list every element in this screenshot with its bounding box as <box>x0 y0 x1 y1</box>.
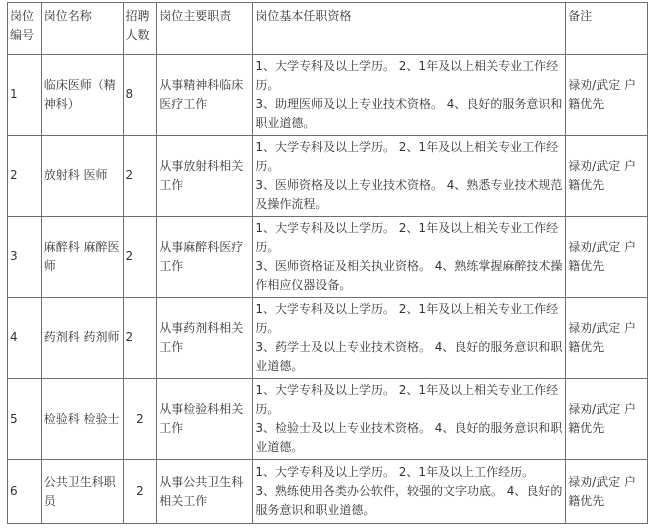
cell-count: 2 <box>123 297 157 378</box>
cell-name: 药剂科 药剂师 <box>41 297 123 378</box>
cell-notes: 禄劝/武定 户籍优先 <box>566 379 648 460</box>
qualification-part-a: 1、大学专科及以上学历。 2、1年及以上相关专业工作经历。 <box>255 301 559 335</box>
header-count: 招聘人数 <box>123 3 157 55</box>
table-header-row <box>8 3 648 55</box>
header-code: 岗位编号 <box>8 3 42 55</box>
qualification-part-a: 1、大学专科及以上学历。 2、1年及以上相关专业工作经历。 <box>255 139 559 173</box>
cell-qualifications <box>253 135 566 216</box>
qualification-part-b: 3、医师资格及以上专业技术资格。 4、熟悉专业技术规范及操作流程。 <box>255 177 563 211</box>
table-row <box>8 54 648 135</box>
qualification-part-b: 3、熟练使用各类办公软件，较强的文字功底。 4、良好的服务意识和职业道德。 <box>255 484 563 518</box>
table-row <box>8 460 648 524</box>
cell-count: 2 <box>123 460 157 524</box>
cell-qualifications <box>253 379 566 460</box>
cell-notes: 禄劝/武定 户籍优先 <box>566 460 648 524</box>
cell-code: 5 <box>8 379 42 460</box>
cell-code: 2 <box>8 135 42 216</box>
cell-duties: 从事公共卫生科相关工作 <box>157 460 253 524</box>
cell-duties: 从事药剂科相关工作 <box>157 297 253 378</box>
cell-name: 检验科 检验士 <box>41 379 123 460</box>
cell-notes: 禄劝/武定 户籍优先 <box>566 297 648 378</box>
cell-duties: 从事检验科相关工作 <box>157 379 253 460</box>
cell-duties: 从事麻醉科医疗工作 <box>157 216 253 297</box>
header-notes: 备注 <box>566 3 648 55</box>
header-name: 岗位名称 <box>41 3 123 55</box>
cell-count: 2 <box>123 379 157 460</box>
cell-count: 2 <box>123 216 157 297</box>
qualification-part-a: 1、大学专科及以上学历。 2、1年及以上工作经历。 <box>255 465 535 480</box>
cell-name: 公共卫生科职员 <box>41 460 123 524</box>
cell-name: 麻醉科 麻醉医师 <box>41 216 123 297</box>
cell-qualifications <box>253 54 566 135</box>
table-row <box>8 135 648 216</box>
cell-qualifications <box>253 216 566 297</box>
cell-code: 1 <box>8 54 42 135</box>
cell-duties: 从事精神科临床医疗工作 <box>157 54 253 135</box>
cell-qualifications <box>253 460 566 524</box>
table-row <box>8 216 648 297</box>
qualification-part-b: 3、医师资格证及相关执业资格。 4、熟练掌握麻醉技术操作相应仪器设备。 <box>255 258 563 292</box>
header-qualifications: 岗位基本任职资格 <box>253 3 566 55</box>
cell-qualifications <box>253 297 566 378</box>
qualification-part-a: 1、大学专科及以上学历。 2、1年及以上相关专业工作经历。 <box>255 58 559 92</box>
cell-code: 4 <box>8 297 42 378</box>
qualification-part-a: 1、大学专科及以上学历。 2、1年及以上相关专业工作经历。 <box>255 383 559 417</box>
cell-code: 6 <box>8 460 42 524</box>
cell-count: 8 <box>123 54 157 135</box>
cell-name: 临床医师（精神科） <box>41 54 123 135</box>
table-row <box>8 297 648 378</box>
qualification-part-b: 3、检验士及以上专业技术资格。 4、良好的服务意识和职业道德。 <box>255 421 563 455</box>
cell-name: 放射科 医师 <box>41 135 123 216</box>
cell-count: 2 <box>123 135 157 216</box>
qualification-part-a: 1、大学专科及以上学历。 2、1年及以上相关专业工作经历。 <box>255 220 559 254</box>
cell-notes: 禄劝/武定 户籍优先 <box>566 135 648 216</box>
cell-duties: 从事放射科相关工作 <box>157 135 253 216</box>
cell-code: 3 <box>8 216 42 297</box>
cell-notes: 禄劝/武定 户籍优先 <box>566 216 648 297</box>
recruitment-table <box>7 2 648 524</box>
cell-notes: 禄劝/武定 户籍优先 <box>566 54 648 135</box>
header-duties: 岗位主要职责 <box>157 3 253 55</box>
qualification-part-b: 3、药学士及以上专业技术资格。 4、良好的服务意识和职业道德。 <box>255 339 563 373</box>
qualification-part-b: 3、助理医师及以上专业技术资格。 4、良好的服务意识和职业道德。 <box>255 96 563 130</box>
table-row <box>8 379 648 460</box>
